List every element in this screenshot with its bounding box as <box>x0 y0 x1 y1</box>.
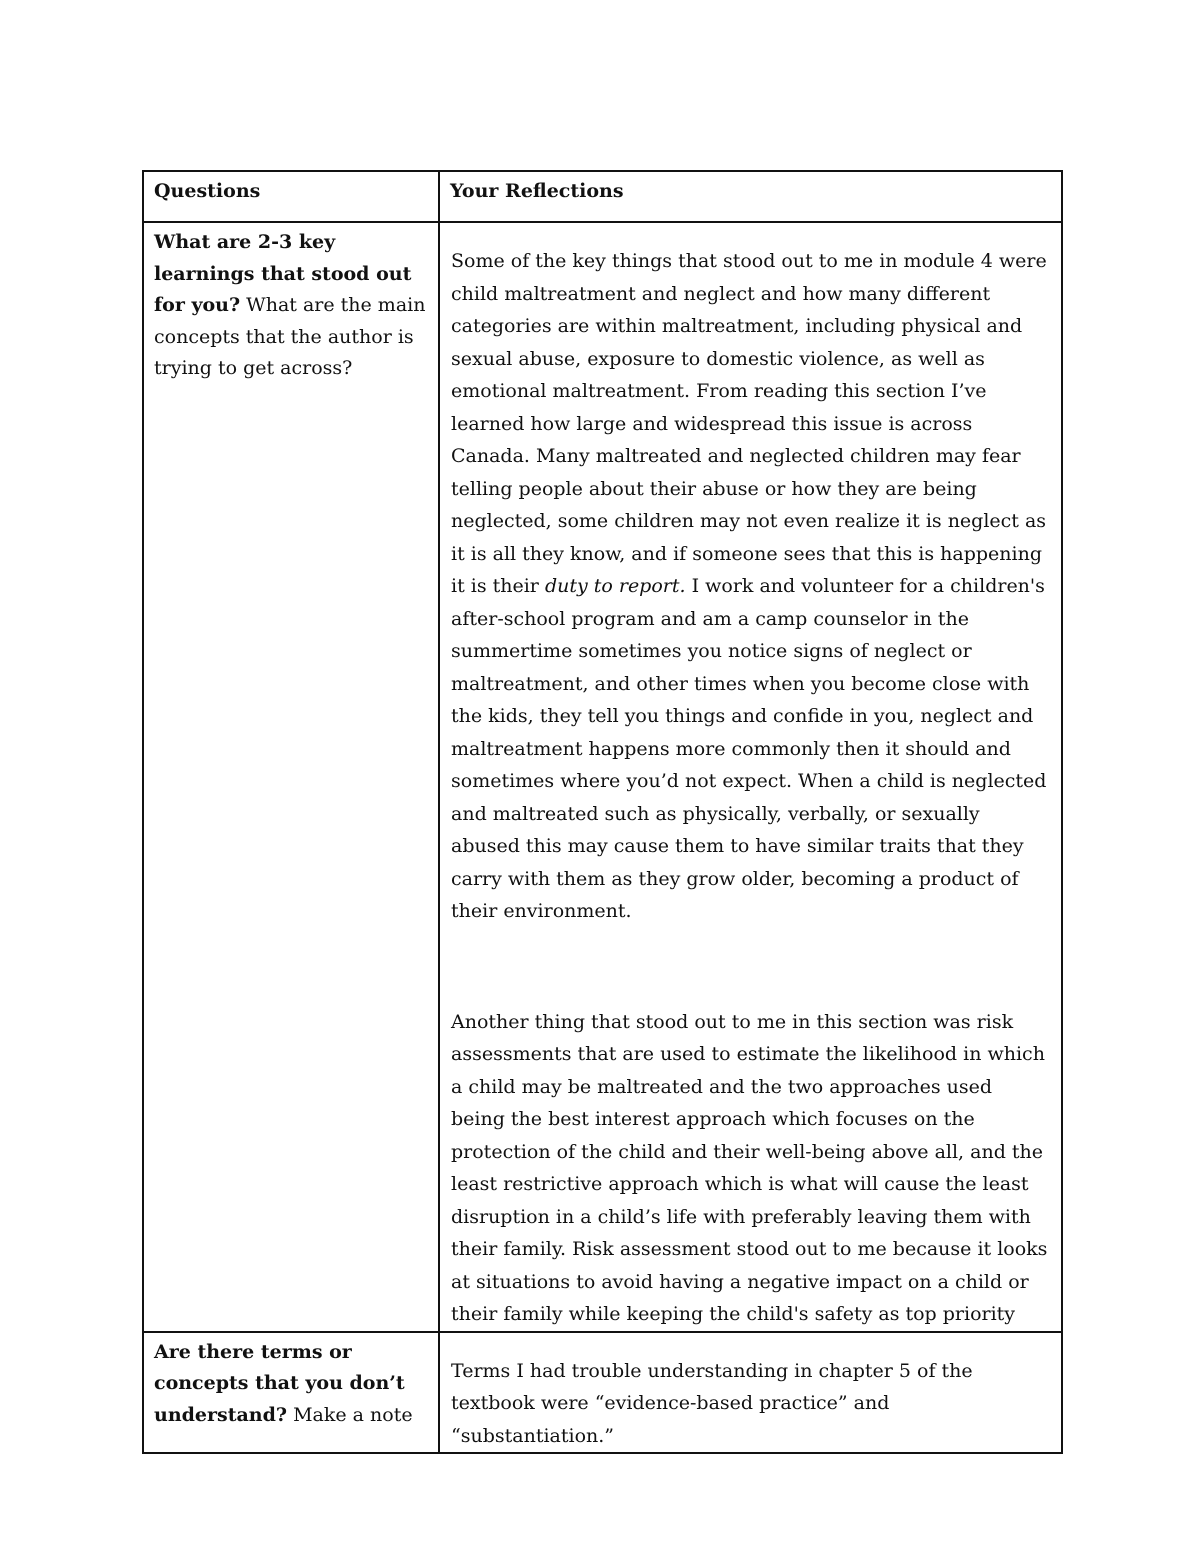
header-your-reflections: Your Reflections <box>439 171 1062 222</box>
reflection-paragraph: Terms I had trouble understanding in chapter 5 of the textbook were “evidence-based practice” and “substantiation.” <box>451 1359 973 1447</box>
question-unclear-terms: Are there terms or concepts that you don’t understand? <box>154 1340 405 1426</box>
question-key-learnings: What are 2-3 key learnings that stood out for you? <box>154 231 412 316</box>
reflection-text: Some of the key things that stood out to me in module 4 were child maltreatment and neglect and how many different categories are within maltreatment, including physical and sexual abuse, exposure to domestic violence, as well as emotional maltreatment. From reading this section I’ve learned how large and widespread this issue is across Canada. Many maltreated and neglected children may fear telling people about their abuse or how they are being neglected, some children may not even realize it is neglect as it is all they know, and if someone sees that this is happening it is their <box>451 250 1047 597</box>
question-key-learnings-detail: What are the main concepts that the author is trying to get across? <box>154 294 426 379</box>
header-questions: Questions <box>143 171 439 222</box>
table-row <box>143 222 1062 1332</box>
reflection-paragraph: Another thing that stood out to me in this section was risk assessments that are used to estimate the likelihood in which a child may be maltreated and the two approaches used being the best interest approach which focuses on the protection of the child and their well-being above all, and the least restrictive approach which is what will cause the least disruption in a child’s life with preferably leaving them with their family. Risk assessment stood out to me because it looks at situations to avoid having a negative impact on a child or their family while keeping the child's safety as top priority <box>451 1010 1048 1325</box>
question-cell <box>143 1332 439 1454</box>
table-row <box>143 1332 1062 1454</box>
reflection-cell <box>439 222 1062 1332</box>
question-cell <box>143 222 439 1332</box>
paragraph-spacer <box>451 928 1051 1006</box>
reflection-text: I work and volunteer for a children's after-school program and am a camp counselor in the summertime sometimes you notice signs of neglect or maltreatment, and other times when you become close with the kids, they tell you things and confide in you, neglect and maltreatment happens more commonly then it should and sometimes where you’d not expect. When a child is neglected and maltreated such as physically, verbally, or sexually abused this may cause them to have similar traits that they carry with them as they grow older, becoming a product of their environment. <box>451 575 1047 922</box>
reflection-emphasis: duty to report. <box>544 575 686 597</box>
table-header-row <box>143 171 1062 222</box>
reflection-table <box>142 170 1063 1454</box>
question-unclear-terms-detail: Make a note <box>287 1403 413 1426</box>
reflection-paragraph <box>451 245 1051 928</box>
reflection-cell <box>439 1332 1062 1454</box>
